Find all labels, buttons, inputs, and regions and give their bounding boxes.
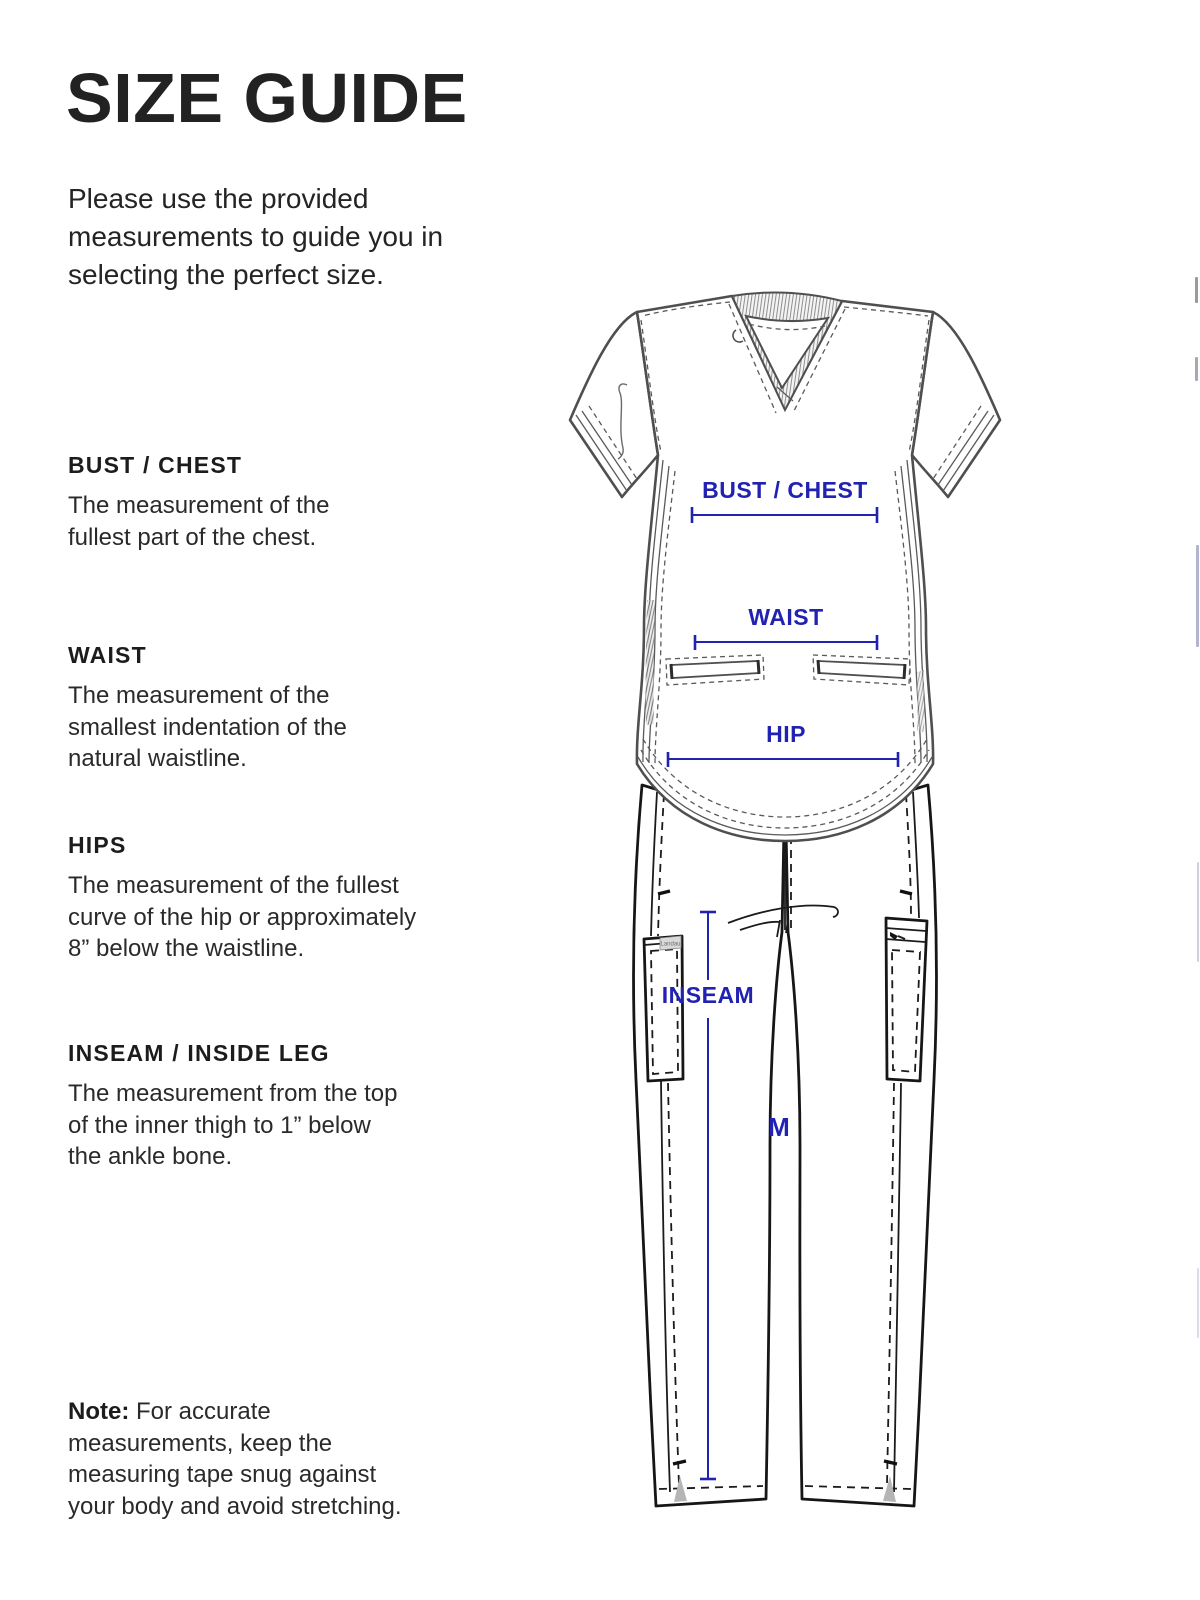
section-hips [68,832,508,965]
scrub-pants-drawing [634,785,937,1506]
section-heading: BUST / CHEST [68,452,243,478]
note-block [68,1396,508,1522]
note-text: Note: For accurate measurements, keep the measuring tape snug against your body and avoid stretching. [68,1398,402,1520]
size-diagram [530,280,1050,1520]
section-heading: WAIST [68,642,147,668]
section-inseam [68,1040,508,1173]
edge-artifact [1197,862,1199,962]
waist-measure-label: WAIST [748,604,824,630]
section-heading: INSEAM / INSIDE LEG [68,1040,330,1066]
section-body: The measurement of the smallest indentation of the natural waistline. [68,682,347,772]
section-body: The measurement of the fullest curve of the hip or approximately 8” below the waistline. [68,872,417,962]
section-body: The measurement from the top of the inner thigh to 1” below the ankle bone. [68,1080,398,1170]
edge-artifact [1195,277,1198,303]
garment-illustration [530,280,1050,1520]
section-bust-chest [68,452,508,553]
pocket-brand-tag: Landau [660,941,681,948]
section-heading: HIPS [68,832,127,858]
bust-measure-label: BUST / CHEST [702,477,868,503]
note-label: Note: [68,1398,130,1425]
intro-text: Please use the provided measurements to guide you in selecting the perfect size. [68,183,444,290]
left-cargo-pocket [644,936,683,1081]
size-marker-label: M [768,1112,790,1142]
page-title: SIZE GUIDE [66,59,468,137]
section-body: The measurement of the fullest part of the chest. [68,492,330,551]
edge-artifact [1197,1268,1199,1338]
inseam-measure-label: INSEAM [661,982,755,1008]
edge-artifact [1196,545,1199,647]
hip-measure-label: HIP [766,721,806,747]
right-cargo-pocket [886,918,927,1081]
section-waist [68,642,508,775]
edge-artifact [1195,357,1198,381]
